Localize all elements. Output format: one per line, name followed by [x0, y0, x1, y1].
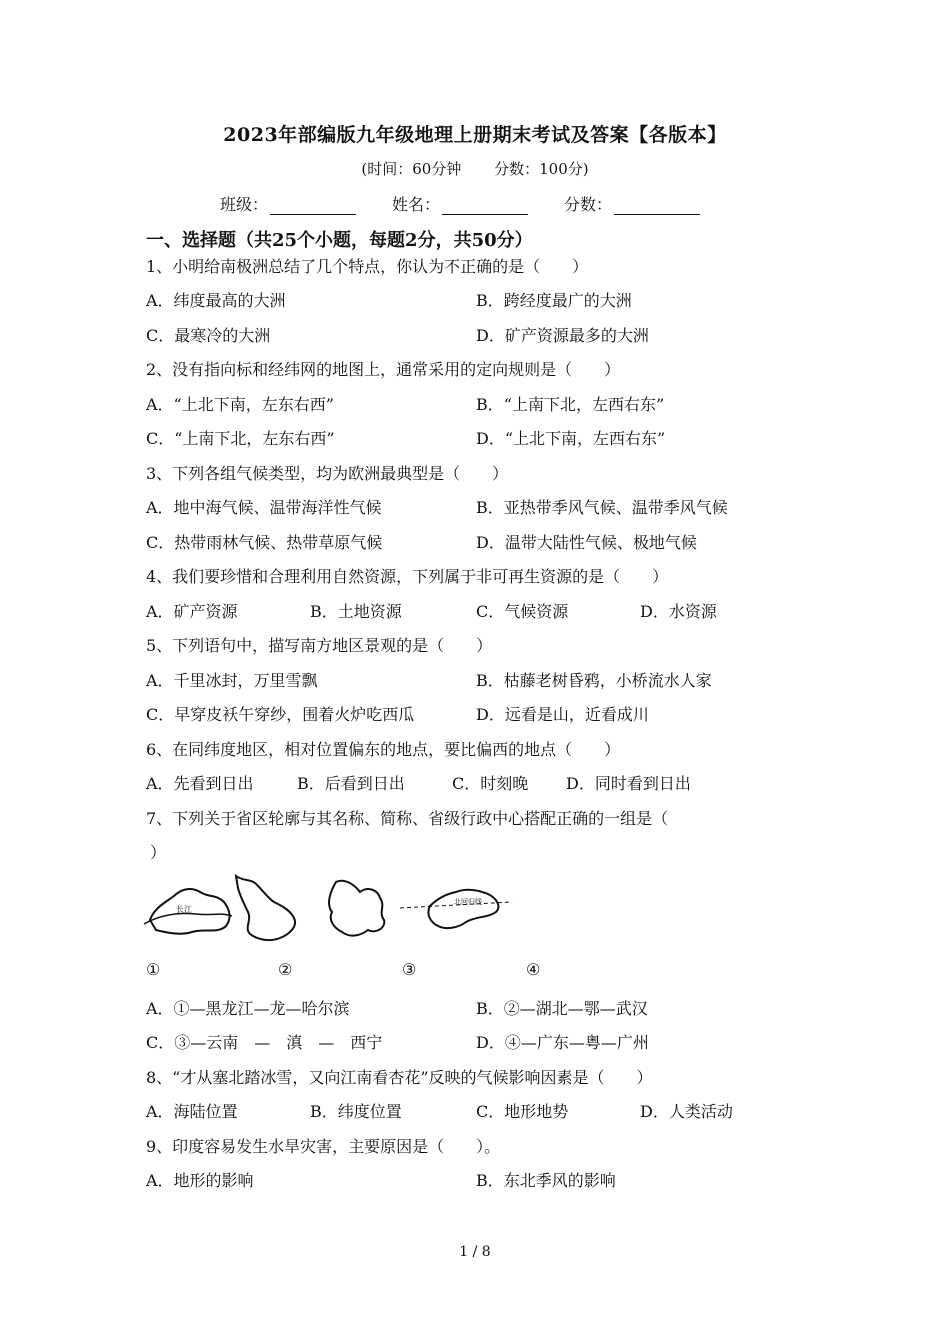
option: A．先看到日出 [146, 774, 254, 793]
name-field [392, 192, 528, 215]
page-title: 2023年部编版九年级地理上册期末考试及答案【各版本】 [223, 124, 727, 146]
option: D．④—广东—粤—广州 [476, 1033, 649, 1052]
name-label: 姓名： [392, 195, 441, 214]
question-stem: 1、小明给南极洲总结了几个特点，你认为不正确的是（ ） [146, 257, 589, 276]
option: C．时刻晚 [452, 774, 529, 793]
option: A．千里冰封，万里雪飘 [146, 671, 318, 690]
option: B．亚热带季风气候、温带季风气候 [476, 498, 728, 517]
question-stem: 2、没有指向标和经纬网的地图上，通常采用的定向规则是（ ） [146, 360, 621, 379]
option: B．土地资源 [310, 602, 402, 621]
points-label: 分数： [564, 195, 613, 214]
option: A．地形的影响 [146, 1171, 254, 1190]
exam-time: (时间：60分钟 [361, 160, 462, 178]
map-label-4: ④ [526, 960, 541, 979]
question-stem: 7、下列关于省区轮廓与其名称、简称、省级行政中心搭配正确的一组是（ [146, 809, 669, 828]
map-label-3: ③ [402, 960, 417, 979]
map-text-tropic: 北回归线 [454, 898, 482, 906]
name-blank[interactable] [442, 196, 528, 215]
option: C．气候资源 [476, 602, 569, 621]
map-label-1: ① [146, 960, 161, 979]
option: D．水资源 [640, 602, 717, 621]
option: D．远看是山，近看成川 [476, 705, 649, 724]
option: C．③—云南 — 滇 — 西宁 [146, 1033, 383, 1052]
province-outline-maps [140, 872, 520, 944]
option: B．②—湖北—鄂—武汉 [476, 999, 648, 1018]
option: D．矿产资源最多的大洲 [476, 326, 649, 345]
option: A．纬度最高的大洲 [146, 291, 286, 310]
option: A．矿产资源 [146, 602, 238, 621]
question-stem: 5、下列语句中，描写南方地区景观的是（ ） [146, 636, 493, 655]
question-stem-continued: ） [150, 843, 167, 862]
option: C．“上南下北，左东右西” [146, 429, 335, 448]
option: D．温带大陆性气候、极地气候 [476, 533, 697, 552]
option: A．“上北下南，左东右西” [146, 395, 334, 414]
option: D．“上北下南，左西右东” [476, 429, 666, 448]
class-field [220, 192, 356, 215]
map-label-2: ② [278, 960, 293, 979]
option: D．人类活动 [640, 1102, 733, 1121]
section-title: 一、选择题（共25个小题，每题2分，共50分） [146, 230, 533, 251]
map-outline-2 [236, 876, 295, 940]
points-blank[interactable] [614, 196, 700, 215]
class-blank[interactable] [270, 196, 356, 215]
class-label: 班级： [220, 195, 269, 214]
points-field [564, 192, 700, 215]
option: A．①—黑龙江—龙—哈尔滨 [146, 999, 350, 1018]
option: B．东北季风的影响 [476, 1171, 616, 1190]
option: C．最寒冷的大洲 [146, 326, 271, 345]
question-stem: 6、在同纬度地区，相对位置偏东的地点，要比偏西的地点（ ） [146, 740, 621, 759]
option: B．枯藤老树昏鸦，小桥流水人家 [476, 671, 712, 690]
map-outline-3 [329, 881, 384, 936]
option: C．热带雨林气候、热带草原气候 [146, 533, 383, 552]
option: A．地中海气候、温带海洋性气候 [146, 498, 382, 517]
option: A．海陆位置 [146, 1102, 238, 1121]
option: B．跨经度最广的大洲 [476, 291, 632, 310]
question-stem: 8、“才从塞北踏冰雪，又向江南看杏花”反映的气候影响因素是（ ） [146, 1068, 653, 1087]
exam-meta [0, 158, 950, 179]
option: C．早穿皮袄午穿纱，围着火炉吃西瓜 [146, 705, 415, 724]
exam-score: 分数：100分) [494, 160, 589, 178]
option: B．纬度位置 [310, 1102, 402, 1121]
option: B．后看到日出 [297, 774, 405, 793]
option: B．“上南下北，左西右东” [476, 395, 665, 414]
map-outline-4 [400, 890, 512, 928]
question-stem: 9、印度容易发生水旱灾害，主要原因是（ ）。 [146, 1137, 501, 1156]
question-stem: 4、我们要珍惜和合理利用自然资源，下列属于非可再生资源的是（ ） [146, 567, 669, 586]
question-stem: 3、下列各组气候类型，均为欧洲最典型是（ ） [146, 464, 509, 483]
page-number: 1 / 8 [459, 1244, 491, 1260]
student-info-row [220, 192, 780, 215]
option: C．地形地势 [476, 1102, 569, 1121]
map-text-yangtze: 长江 [176, 905, 192, 914]
option: D．同时看到日出 [566, 774, 691, 793]
